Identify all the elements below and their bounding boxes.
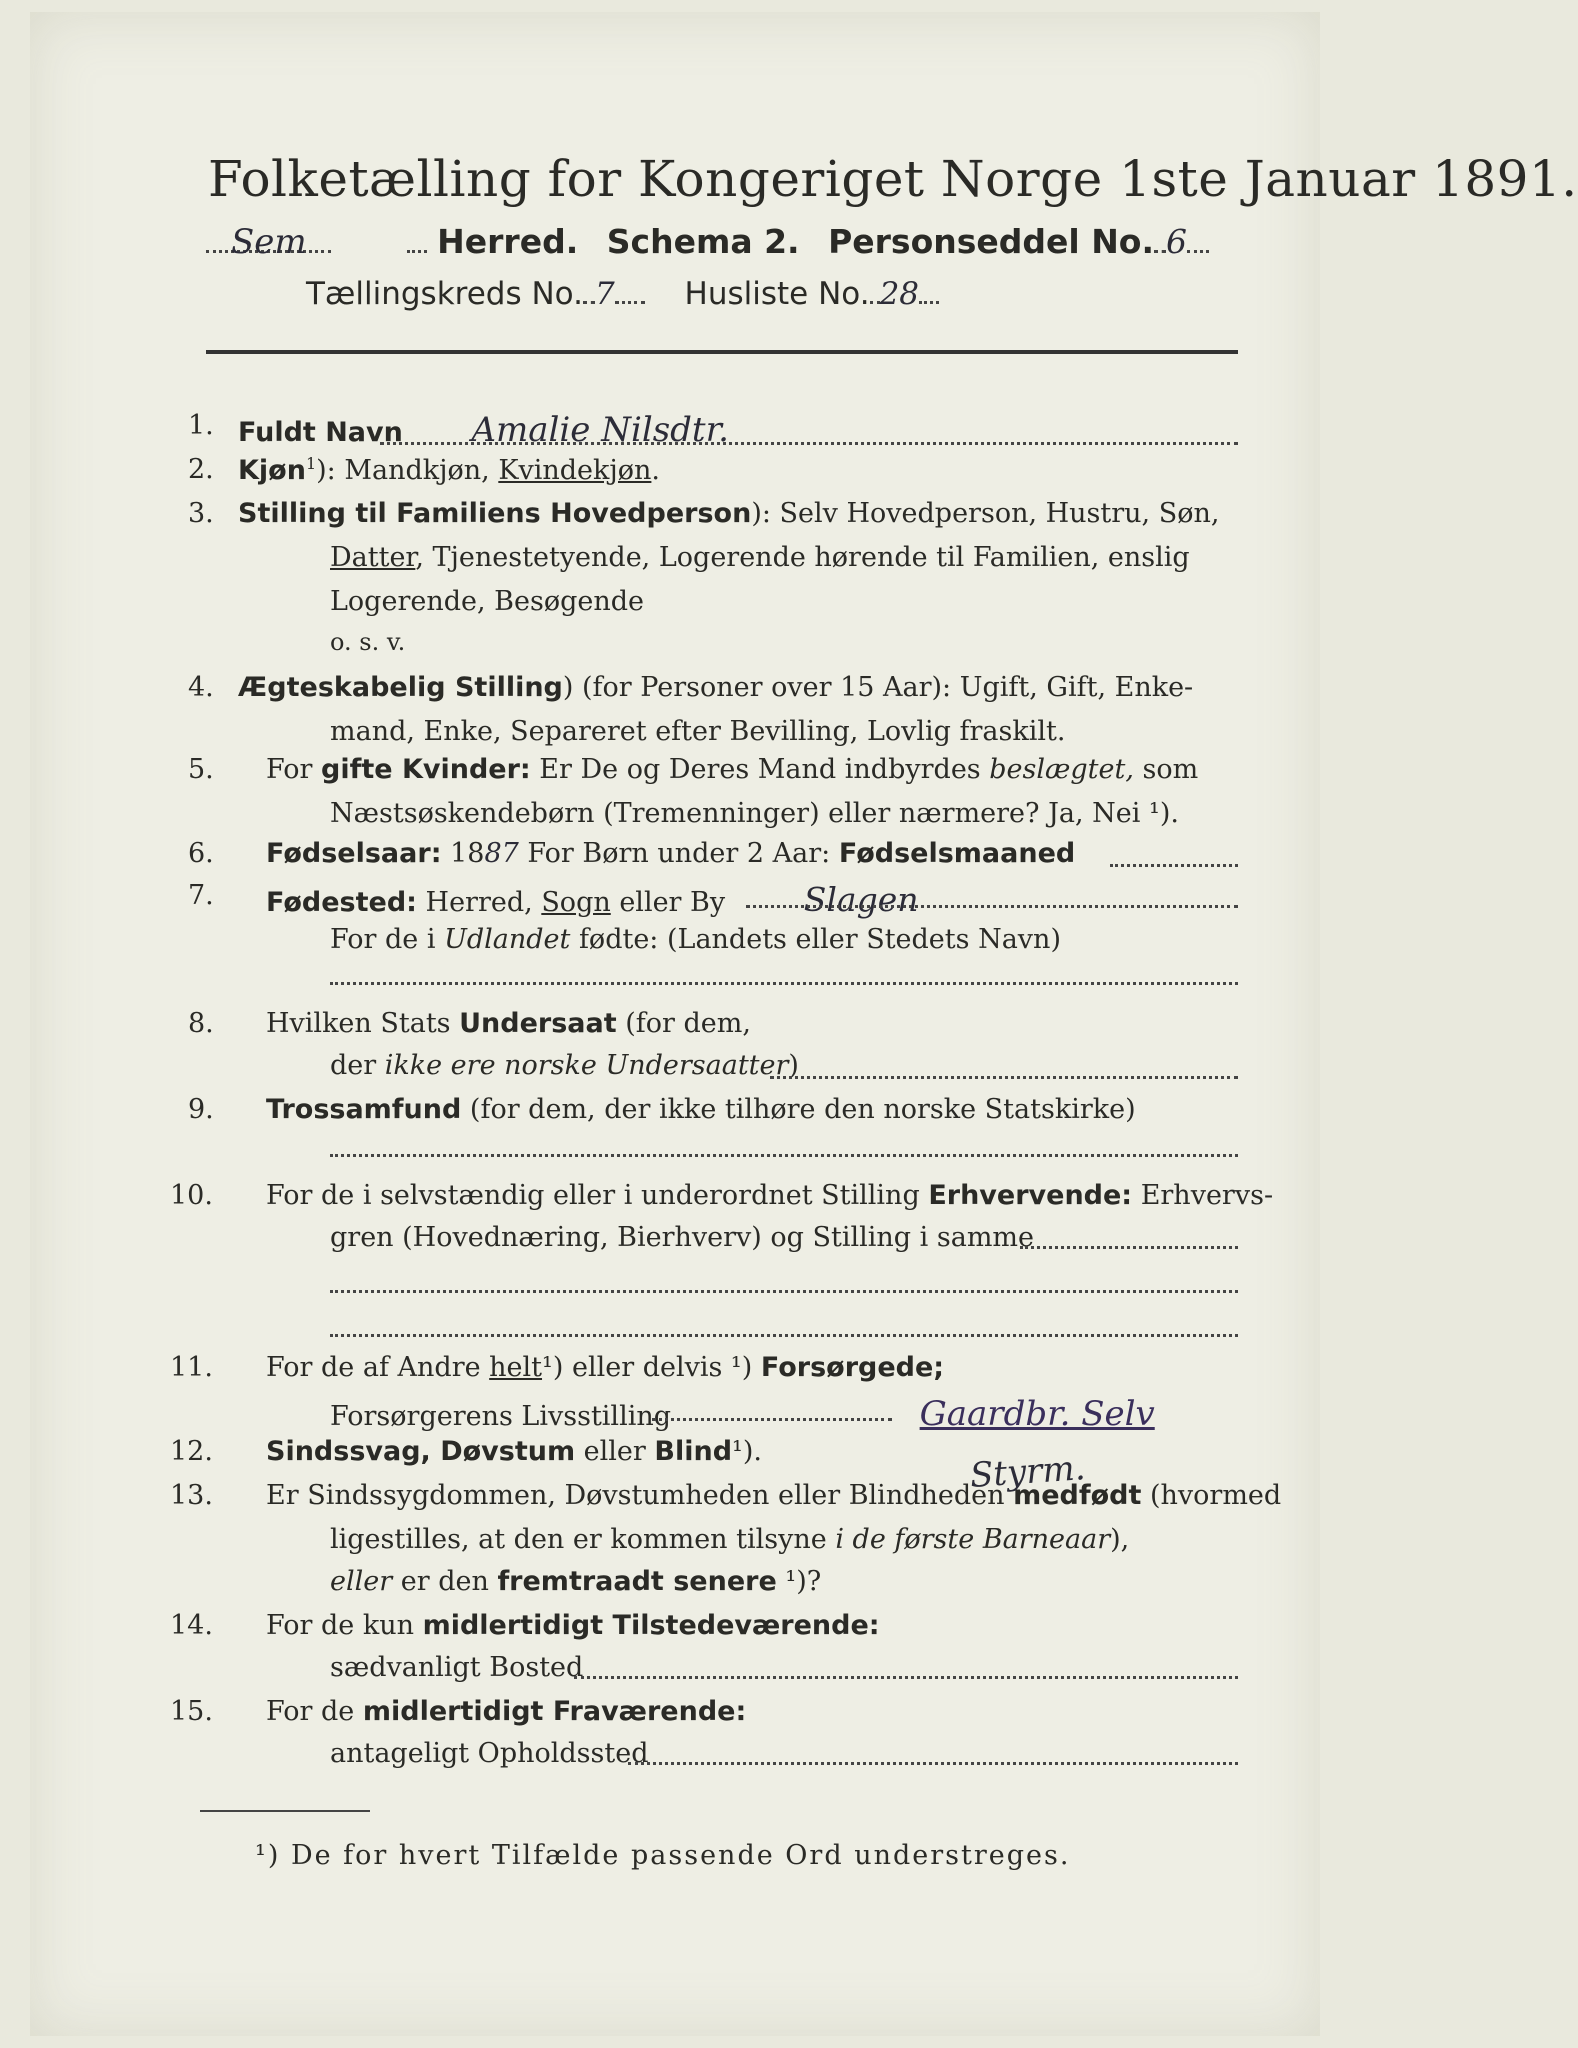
q6-number: 6. xyxy=(188,838,214,869)
q10-label: Erhvervende: xyxy=(928,1180,1133,1211)
q11-number: 11. xyxy=(170,1352,213,1383)
q6-label2: Fødselsmaaned xyxy=(838,838,1076,869)
q7-dotline xyxy=(746,905,1238,908)
q13-line3a: eller xyxy=(330,1566,393,1597)
q12-answer: Styrm. xyxy=(968,1448,1087,1496)
herred-label: Herred. xyxy=(437,222,579,261)
q13-medfodt: medfødt xyxy=(1013,1480,1142,1511)
q13-line2a: ligestilles, at den er kommen tilsyne xyxy=(330,1524,836,1555)
q8-row1 xyxy=(266,1008,751,1039)
q11-dotline xyxy=(652,1418,892,1421)
q8-dotline xyxy=(770,1076,1238,1079)
q11-label: Forsørgede; xyxy=(760,1352,945,1383)
q12-end: ¹). xyxy=(732,1436,762,1467)
q15-label: midlertidigt Fraværende: xyxy=(362,1696,747,1727)
q13-row1 xyxy=(266,1480,1281,1511)
husliste-value: 28 xyxy=(879,276,920,312)
q2-row xyxy=(238,454,660,486)
q11-helt: helt xyxy=(489,1352,543,1383)
q7-answer: Slagen xyxy=(803,880,919,919)
q14-number: 14. xyxy=(170,1610,213,1641)
q13-number: 13. xyxy=(170,1480,213,1511)
q13-line1c: (hvormed xyxy=(1141,1480,1282,1511)
q11-line2: Forsørgerens Livsstilling xyxy=(330,1401,672,1432)
q10-line1c: Erhvervs- xyxy=(1132,1180,1274,1211)
footnote: ¹) De for hvert Tilfælde passende Ord understreges. xyxy=(255,1840,1071,1871)
q8-line2c: ) xyxy=(788,1050,799,1081)
q11-row1 xyxy=(266,1352,944,1383)
q7-label: Fødested: xyxy=(266,887,417,918)
q3-line2b: , Tjenestetyende, Logerende hørende til Familien, enslig xyxy=(415,542,1190,573)
footnote-rule xyxy=(200,1810,370,1812)
q9-number: 9. xyxy=(188,1094,214,1125)
q15-number: 15. xyxy=(170,1696,213,1727)
q15-pre: For de xyxy=(266,1696,363,1727)
q1-label: Fuldt Navn xyxy=(238,417,403,448)
q8-pre: Hvilken Stats xyxy=(266,1008,460,1039)
q9-label: Trossamfund xyxy=(266,1094,462,1125)
form-title: Folketælling for Kongeriget Norge 1ste Januar 1891. xyxy=(208,150,1578,208)
q7-row1 xyxy=(266,880,919,919)
q13-line3d: ¹)? xyxy=(776,1566,822,1597)
q4-row2: mand, Enke, Separeret efter Bevilling, Lovlig fraskilt. xyxy=(330,716,1066,747)
taellingskreds-row xyxy=(306,276,939,312)
q4-row1 xyxy=(238,672,1193,703)
q10-number: 10. xyxy=(170,1180,213,1211)
husliste-label: Husliste No. xyxy=(684,276,870,312)
q11-line1c: ¹) eller delvis ¹) xyxy=(542,1352,761,1383)
q13-line2b: i de første Barneaar xyxy=(835,1524,1111,1555)
q6-year-value: 87 xyxy=(484,838,519,869)
q6-mid: For Børn under 2 Aar: xyxy=(518,838,839,869)
herred-value: Sem xyxy=(231,222,307,262)
q5-row2: Næstsøskendebørn (Tremenninger) eller nærmere? Ja, Nei ¹). xyxy=(330,798,1179,829)
q4-number: 4. xyxy=(188,672,214,703)
q11-answer: Gaardbr. Selv xyxy=(919,1394,1155,1434)
q5-line1c: som xyxy=(1133,754,1199,785)
q5-pre: For xyxy=(266,754,322,785)
q7-dotline2 xyxy=(330,982,1238,985)
q12-row xyxy=(266,1436,762,1467)
q13-line3c: fremtraadt senere xyxy=(497,1566,777,1597)
q15-dotline xyxy=(628,1762,1238,1765)
q3-row2 xyxy=(330,542,1190,573)
q13-line3b: er den xyxy=(392,1566,498,1597)
q6-dotline xyxy=(1110,864,1238,867)
q12-mid: eller xyxy=(575,1436,655,1467)
q14-label: midlertidigt Tilstedeværende: xyxy=(422,1610,880,1641)
q7-text-a: Herred, xyxy=(416,887,542,918)
q9-row xyxy=(266,1094,1136,1125)
q13-row2 xyxy=(330,1524,1129,1555)
q3-number: 3. xyxy=(188,498,214,529)
q3-row1 xyxy=(238,498,1219,529)
q10-line1a: For de i selvstændig eller i underordnet Stilling xyxy=(266,1180,929,1211)
q8-line2a: der xyxy=(330,1050,385,1081)
q8-row2 xyxy=(330,1050,799,1081)
q2-kvindekjon: Kvindekjøn xyxy=(498,455,652,486)
q8-line2b: ikke ere norske Undersaatter xyxy=(384,1050,789,1081)
q3-row3: Logerende, Besøgende xyxy=(330,586,644,617)
q13-row3 xyxy=(330,1566,821,1597)
q11-line1a: For de af Andre xyxy=(266,1352,490,1383)
q2-text-a: ): Mandkjøn, xyxy=(316,455,499,486)
q5-row1 xyxy=(266,754,1198,785)
q10-row2: gren (Hovednæring, Bierhverv) og Stilling i samme xyxy=(330,1222,1035,1253)
q6-label: Fødselsaar: xyxy=(266,838,442,869)
q7-row2 xyxy=(330,924,1061,955)
herred-row xyxy=(206,222,1209,262)
q4-label: Ægteskabelig Stilling xyxy=(238,672,563,703)
q9-line1: (for dem, der ikke tilhøre den norske Statskirke) xyxy=(461,1094,1136,1125)
q5-label: gifte Kvinder: xyxy=(321,754,531,785)
q8-line1: (for dem, xyxy=(616,1008,751,1039)
q12-number: 12. xyxy=(170,1436,213,1467)
q2-text-c: . xyxy=(651,455,660,486)
q2-sup: 1 xyxy=(305,454,317,473)
q5-line1a: Er De og Deres Mand indbyrdes xyxy=(530,754,990,785)
q10-dotline1 xyxy=(1020,1246,1238,1249)
personseddel-label: Personseddel No. xyxy=(828,222,1155,261)
census-form-sheet xyxy=(30,12,1578,2036)
q7-line2a: For de i xyxy=(330,924,445,955)
q5-line1b: beslægtet, xyxy=(989,754,1134,785)
q2-number: 2. xyxy=(188,454,214,485)
q11-row2 xyxy=(330,1394,1155,1434)
q14-pre: For de kun xyxy=(266,1610,423,1641)
q7-sogn: Sogn xyxy=(541,887,611,918)
q10-dotline2 xyxy=(330,1290,1238,1293)
taellingskreds-label: Tællingskreds No. xyxy=(306,276,583,312)
q9-dotline xyxy=(330,1154,1238,1157)
q1-answer: Amalie Nilsdtr. xyxy=(471,410,729,450)
q10-row1 xyxy=(266,1180,1273,1211)
q6-year-prefix: 18 xyxy=(441,838,485,869)
q8-number: 8. xyxy=(188,1008,214,1039)
q6-row xyxy=(266,838,1075,869)
q2-label: Kjøn xyxy=(238,455,306,486)
q7-text-c: eller By xyxy=(610,887,726,918)
schema-label: Schema 2. xyxy=(606,222,800,261)
personseddel-value: 6 xyxy=(1166,222,1188,261)
q14-dotline xyxy=(574,1676,1238,1679)
taellingskreds-value: 7 xyxy=(594,276,615,312)
q12-label: Sindssvag, Døvstum xyxy=(266,1436,576,1467)
q7-line2c: fødte: (Landets eller Stedets Navn) xyxy=(570,924,1061,955)
q14-row2: sædvanligt Bosted xyxy=(330,1652,584,1683)
q13-line1a: Er Sindssygdommen, Døvstumheden eller Blindheden xyxy=(266,1480,1014,1511)
q7-line2b: Udlandet xyxy=(444,924,571,955)
q15-row2: antageligt Opholdssted xyxy=(330,1738,649,1769)
q15-row1 xyxy=(266,1696,746,1727)
q12-label2: Blind xyxy=(654,1436,733,1467)
q1-dotline xyxy=(380,442,1238,445)
q13-line2c: ), xyxy=(1110,1524,1130,1555)
q14-row1 xyxy=(266,1610,880,1641)
q3-line1: ): Selv Hovedperson, Hustru, Søn, xyxy=(751,498,1220,529)
q3-row4: o. s. v. xyxy=(330,628,406,656)
q5-number: 5. xyxy=(188,754,214,785)
q3-datter: Datter xyxy=(330,542,416,573)
q4-line1: ) (for Personer over 15 Aar): Ugift, Gift, Enke- xyxy=(562,672,1194,703)
q3-label: Stilling til Familiens Hovedperson xyxy=(238,498,752,529)
q7-number: 7. xyxy=(188,880,214,911)
q8-label: Undersaat xyxy=(459,1008,617,1039)
q1-number: 1. xyxy=(188,410,214,441)
q10-dotline3 xyxy=(330,1334,1238,1337)
header-rule xyxy=(206,350,1238,354)
